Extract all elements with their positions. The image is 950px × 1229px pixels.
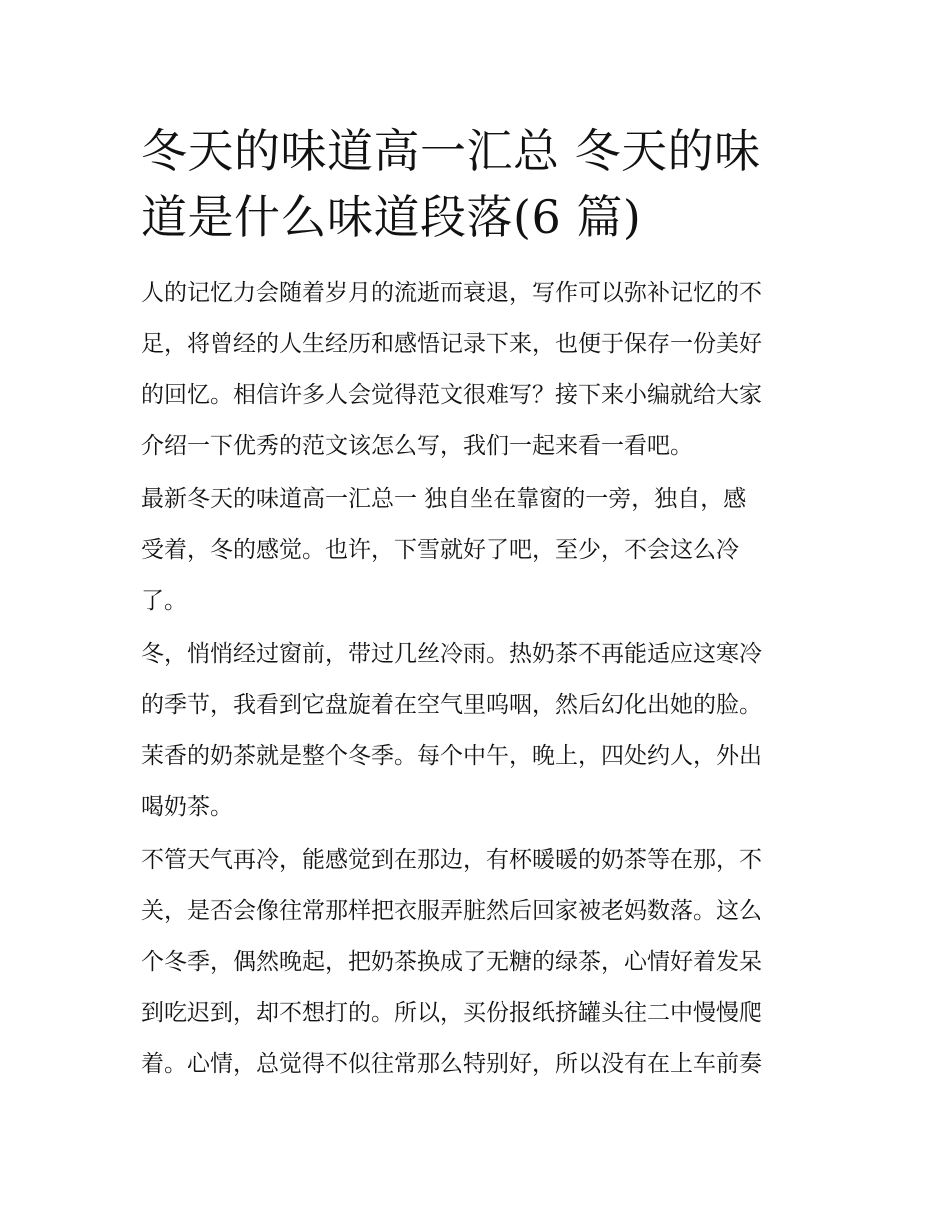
text-line: 个冬季，偶然晚起，把奶茶换成了无糖的绿茶，心情好着发呆 — [141, 949, 762, 975]
text-line: 茉香的奶茶就是整个冬季。每个中午，晚上，四处约人，外出 — [141, 743, 762, 769]
text-line: 冬，悄悄经过窗前，带过几丝冷雨。热奶茶不再能适应这寒冷 — [141, 641, 762, 667]
paragraph-winter-window — [141, 629, 813, 833]
text-line: 足，将曾经的人生经历和感悟记录下来，也便于保存一份美好 — [141, 331, 762, 357]
text-line: 的回忆。相信许多人会觉得范文很难写？接下来小编就给大家 — [141, 382, 762, 408]
paragraph-intro — [141, 268, 813, 472]
text-line: 受着，冬的感觉。也许，下雪就好了吧，至少，不会这么冷 — [141, 537, 739, 563]
paragraph-section-one — [141, 474, 813, 627]
title-line: 冬天的味道高一汇总 冬天的味 — [141, 124, 761, 178]
text-line: 了。 — [141, 588, 187, 614]
text-line: 不管天气再冷，能感觉到在那边，有杯暖暖的奶茶等在那，不 — [141, 847, 762, 873]
document-content — [141, 118, 813, 1092]
text-line: 介绍一下优秀的范文该怎么写，我们一起来看一看吧。 — [141, 433, 693, 459]
paragraph-cold-weather — [141, 835, 813, 1090]
text-line: 到吃迟到，却不想打的。所以，买份报纸挤罐头往二中慢慢爬 — [141, 1000, 762, 1026]
text-line: 喝奶茶。 — [141, 794, 233, 820]
text-line: 的季节，我看到它盘旋着在空气里呜咽，然后幻化出她的脸。 — [141, 692, 762, 718]
document-title — [141, 118, 813, 250]
text-line: 人的记忆力会随着岁月的流逝而衰退，写作可以弥补记忆的不 — [141, 280, 762, 306]
text-line: 最新冬天的味道高一汇总一 独自坐在靠窗的一旁，独自，感 — [141, 486, 747, 512]
title-line: 道是什么味道段落(6 篇) — [141, 190, 642, 244]
text-line: 关，是否会像往常那样把衣服弄脏然后回家被老妈数落。这么 — [141, 898, 762, 924]
text-line: 着。心情，总觉得不似往常那么特别好，所以没有在上车前奏 — [141, 1051, 762, 1077]
